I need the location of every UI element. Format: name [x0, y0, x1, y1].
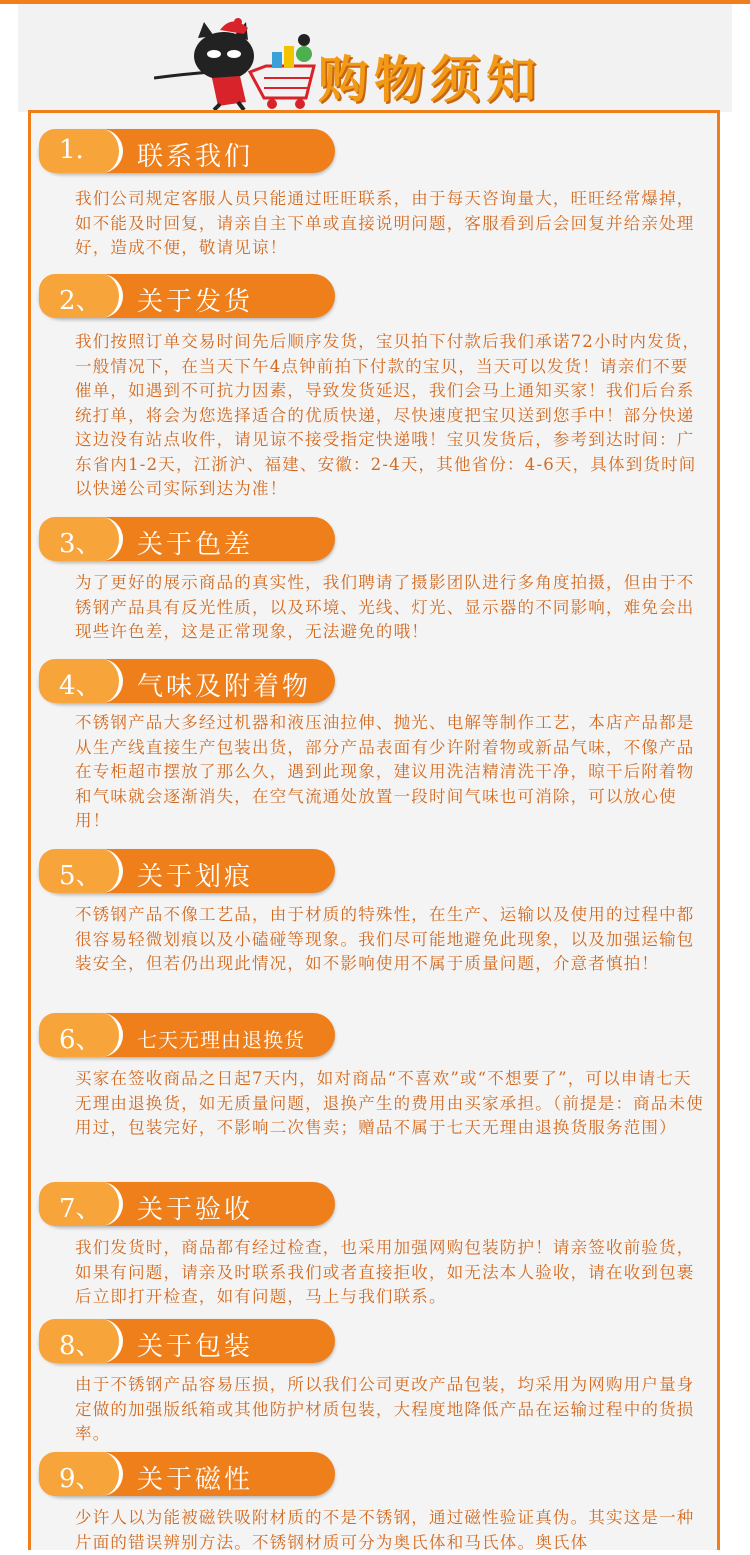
section-number: 1.	[59, 135, 84, 165]
section-number-badge	[39, 517, 123, 561]
section-number: 7、	[59, 1194, 102, 1224]
section-number-badge	[39, 1452, 123, 1496]
page-title: 购物须知	[318, 50, 542, 109]
section-header	[39, 849, 335, 893]
section-body: 我们公司规定客服人员只能通过旺旺联系，由于每天咨询量大，旺旺经常爆掉，如不能及时回复，请亲自主下单或直接说明问题，客服看到后会回复并给亲处理好，造成不便，敬请见谅！	[75, 189, 695, 257]
section-title: 关于磁性	[137, 1465, 254, 1495]
notice-panel	[28, 110, 720, 1550]
cat-shopping-cart-icon	[154, 16, 324, 112]
section-number: 9、	[59, 1464, 102, 1494]
section-number-badge	[39, 1319, 123, 1363]
section-header	[39, 1182, 335, 1226]
section-header	[39, 129, 335, 173]
section-header	[39, 274, 335, 318]
section-body: 为了更好的展示商品的真实性，我们聘请了摄影团队进行多角度拍摄，但由于不锈钢产品具有反光性质，以及环境、光线、灯光、显示器的不同影响，难免会出现些许色差，这是正常现象，无法避免的哦！	[75, 573, 695, 641]
section-body: 少许人以为能被磁铁吸附材质的不是不锈钢，通过磁性验证真伪。其实这是一种片面的错误辨别方法。不锈钢材质可分为奥氏体和马氏体。奥氏体	[75, 1508, 695, 1552]
section-number-badge	[39, 129, 123, 173]
section-number: 4、	[59, 671, 102, 701]
section-number: 8、	[59, 1331, 102, 1361]
section-number-badge	[39, 659, 123, 703]
section-number: 6、	[59, 1025, 102, 1055]
section-body: 我们按照订单交易时间先后顺序发货，宝贝拍下付款后我们承诺72小时内发货，一般情况下，在当天下午4点钟前拍下付款的宝贝，当天可以发货！请亲们不要催单，如遇到不可抗力因素，导致发货延迟，我们会马上通知买家！我们后台系统打单，将会为您选择适合的优质快递，尽快速度把宝贝送到您手中！部分快递这边没有站点收件，请见谅不接受指定快递哦！宝贝发货后，参考到达时间：广东省内1-2天，江浙沪、福建、安徽：2-4天，其他省份：4-6天，具体到货时间以快递公司实际到达为准！	[75, 332, 701, 498]
section-number: 2、	[59, 286, 102, 316]
section-body: 由于不锈钢产品容易压损，所以我们公司更改产品包装，均采用为网购用户量身定做的加强版纸箱或其他防护材质包装，大程度地降低产品在运输过程中的货损率。	[75, 1375, 695, 1443]
section-header	[39, 1319, 335, 1363]
section-number-badge	[39, 1013, 123, 1057]
section-body: 我们发货时，商品都有经过检查，也采用加强网购包装防护！请亲签收前验货，如果有问题，请亲及时联系我们或者直接拒收，如无法本人验收，请在收到包裹后立即打开检查，如有问题，马上与我们联系。	[75, 1238, 695, 1306]
section-number-badge	[39, 849, 123, 893]
section-title: 关于验收	[137, 1195, 254, 1225]
section-title: 关于发货	[137, 287, 254, 317]
section-number: 5、	[59, 861, 102, 891]
section-title: 关于划痕	[137, 862, 254, 892]
header-banner	[18, 4, 732, 112]
section-header	[39, 1452, 335, 1496]
section-body: 不锈钢产品大多经过机器和液压油拉伸、抛光、电解等制作工艺，本店产品都是从生产线直接生产包装出货，部分产品表面有少许附着物或新品气味，不像产品在专柜超市摆放了那么久，遇到此现象，建议用洗洁精清洗干净，晾干后附着物和气味就会逐渐消失，在空气流通处放置一段时间气味也可消除，可以放心使用！	[75, 713, 695, 830]
section-title: 七天无理由退换货	[137, 1028, 305, 1052]
section-header	[39, 659, 335, 703]
section-header	[39, 517, 335, 561]
section-header	[39, 1013, 335, 1057]
section-title: 气味及附着物	[137, 672, 312, 702]
section-body: 不锈钢产品不像工艺品，由于材质的特殊性，在生产、运输以及使用的过程中都很容易轻微划痕以及小磕碰等现象。我们尽可能地避免此现象，以及加强运输包装安全，但若仍出现此情况，如不影响使用不属于质量问题，介意者慎拍！	[75, 905, 695, 973]
section-number: 3、	[59, 529, 102, 559]
section-title: 关于色差	[137, 530, 254, 560]
section-title: 联系我们	[137, 142, 254, 172]
section-body: 买家在签收商品之日起7天内，如对商品“不喜欢”或“不想要了”，可以申请七天无理由退换货，如无质量问题，退换产生的费用由买家承担。（前提是：商品未使用过，包装完好，不影响二次售卖；赠品不属于七天无理由退换货服务范围）	[75, 1069, 704, 1137]
section-number-badge	[39, 274, 123, 318]
section-number-badge	[39, 1182, 123, 1226]
section-title: 关于包装	[137, 1332, 254, 1362]
